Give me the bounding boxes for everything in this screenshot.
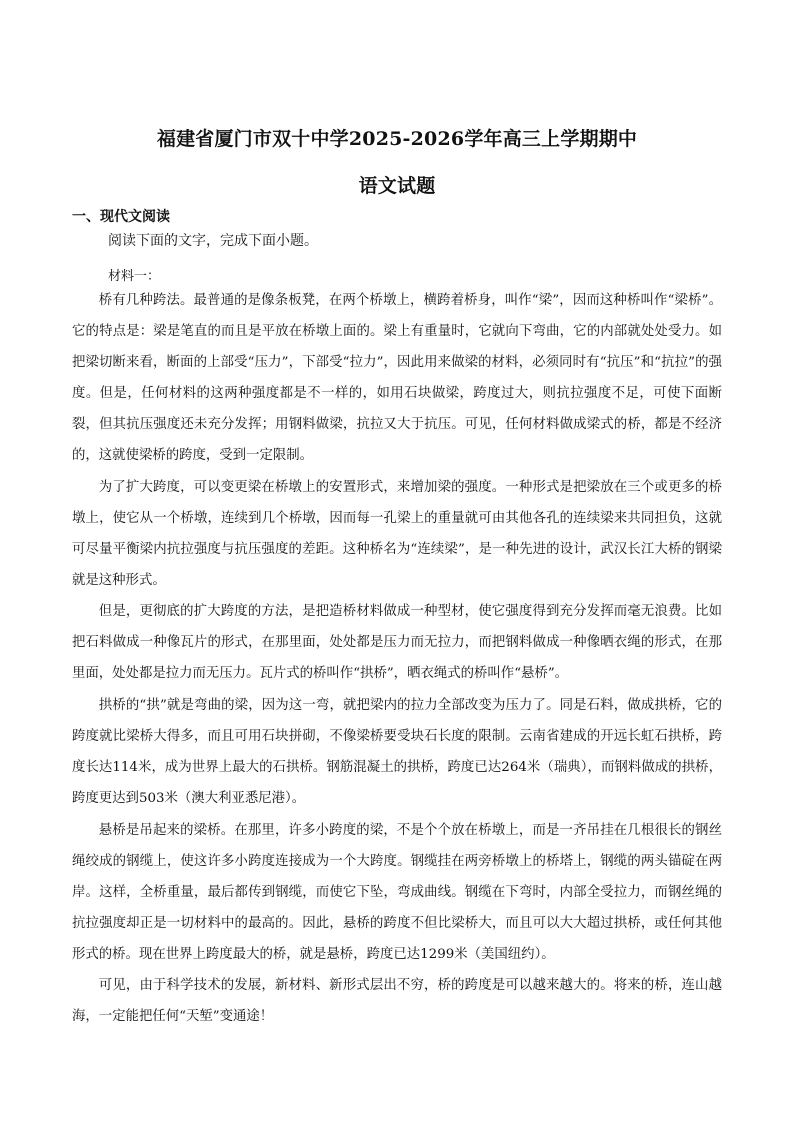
material-label: 材料一： bbox=[108, 269, 161, 284]
paragraph-beam-bridge: 桥有几种跨法。最普通的是像条板凳，在两个桥墩上，横跨着桥身，叫作“梁”，因而这种桥叫作“梁桥”。它的特点是：梁是笔直的而且是平放在桥墩上面的。梁上有重量时，它就向下弯曲，它的内部就处处受力。如把梁切断来看，断面的上部受“压力”，下部受“拉力”，因此用来做梁的材料，必须同时有“抗压”和“抗拉”的强度。但是，任何材料的这两种强度都是不一样的，如用石块做梁，跨度过大，则抗拉强度不足，可使下面断裂，但其抗压强度还未充分发挥；用钢料做梁，抗拉又大于抗压。可见，任何材料做成梁式的桥，都是不经济的，这就使梁桥的跨度，受到一定限制。 bbox=[72, 293, 722, 463]
paragraph-continuous-beam: 为了扩大跨度，可以变更梁在桥墩上的安置形式，来增加梁的强度。一种形式是把梁放在三个或更多的桥墩上，使它从一个桥墩，连续到几个桥墩，因而每一孔梁上的重量就可由其他各孔的连续梁来共同担负，这就可尽量平衡梁内抗拉强度与抗压强度的差距。这种桥名为“连续梁”，是一种先进的设计，武汉长江大桥的钢梁就是这种形式。 bbox=[72, 480, 722, 588]
exam-title: 福建省厦门市双十中学2025-2026学年高三上学期期中 bbox=[156, 128, 638, 150]
paragraph-conclusion: 可见，由于科学技术的发展，新材料、新形式层出不穷，桥的跨度是可以越来越大的。将来的桥，连山越海，一定能把任何“天堑”变通途！ bbox=[72, 978, 722, 1024]
section-heading: 一、现代文阅读 bbox=[72, 209, 170, 225]
paragraph-material-forms: 但是，更彻底的扩大跨度的方法，是把造桥材料做成一种型材，使它强度得到充分发挥而毫无浪费。比如把石料做成一种像瓦片的形式，在那里面，处处都是压力而无拉力，而把钢料做成一种像晒衣绳的形式，在那里面，处处都是拉力而无压力。瓦片式的桥叫作“拱桥”，晒衣绳式的桥叫作“悬桥”。 bbox=[72, 604, 722, 681]
paragraph-arch-bridge: 拱桥的“拱”就是弯曲的梁，因为这一弯，就把梁内的拉力全部改变为压力了。同是石料，做成拱桥，它的跨度就比梁桥大得多，而且可用石块拼砌，不像梁桥要受块石长度的限制。云南省建成的开远长虹石拱桥，跨度长达114米，成为世界上最大的石拱桥。钢筋混凝土的拱桥，跨度已达264米（瑞典），而钢料做成的拱桥，跨度更达到503米（澳大利亚悉尼港）。 bbox=[72, 698, 722, 806]
paragraph-suspension-bridge: 悬桥是吊起来的梁桥。在那里，许多小跨度的梁，不是个个放在桥墩上，而是一齐吊挂在几根很长的钢丝绳绞成的钢缆上，使这许多小跨度连接成为一个大跨度。钢缆挂在两旁桥墩上的桥塔上，钢缆的两头锚碇在两岸。这样，全桥重量，最后都传到钢缆，而使它下坠，弯成曲线。钢缆在下弯时，内部全受拉力，而钢丝绳的抗拉强度却正是一切材料中的最高的。因此，悬桥的跨度不但比梁桥大，而且可以大大超过拱桥，或任何其他形式的桥。现在世界上跨度最大的桥，就是悬桥，跨度已达1299米（美国纽约）。 bbox=[72, 823, 722, 962]
exam-subtitle: 语文试题 bbox=[358, 175, 436, 197]
reading-instruction: 阅读下面的文字，完成下面小题。 bbox=[108, 233, 318, 249]
